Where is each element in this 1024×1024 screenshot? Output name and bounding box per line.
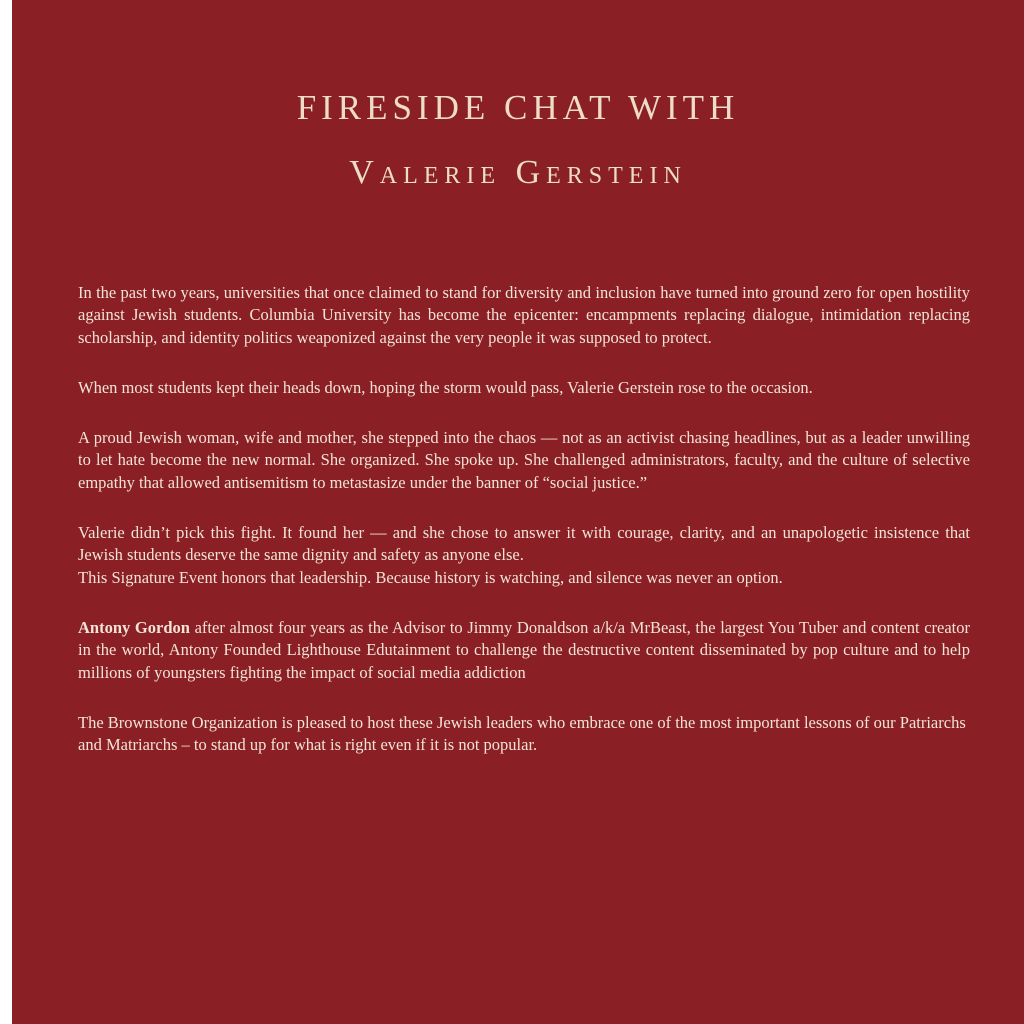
body-text bbox=[78, 282, 970, 784]
speaker-bio: after almost four years as the Advisor to Jimmy Donaldson a/k/a MrBeast, the largest You Tuber and content creator in the world, Antony Founded Lighthouse Edutainment to challenge the destructive content disseminated by pop culture and to help millions of youngsters fighting the impact of social media addiction bbox=[78, 617, 971, 682]
paragraph-intro: In the past two years, universities that once claimed to stand for diversity and inclusion have turned into ground zero for open hostility against Jewish students. Columbia University has become the epicenter: encampments replacing dialogue, intimidation replacing scholarship, and identity politics weaponized against the very people it was supposed to protect. bbox=[78, 283, 970, 347]
guest-name: Valerie Gerstein bbox=[349, 154, 687, 191]
paragraph-leader: A proud Jewish woman, wife and mother, she stepped into the chaos — not as an activist chasing headlines, but as a leader unwilling to let hate become the new normal. She organized. She spoke up. She challenged administrators, faculty, and the culture of selective empathy that allowed antisemitism to metastasize under the banner of “social justice.” bbox=[78, 428, 970, 492]
paragraph-signature-event: This Signature Event honors that leadership. Because history is watching, and silence was never an option. bbox=[78, 567, 783, 587]
paragraph-fight: Valerie didn’t pick this fight. It found her — and she chose to answer it with courage, clarity, and an unapologetic insistence that Jewish students deserve the same dignity and safety as anyone else. bbox=[78, 523, 970, 565]
paragraph-antony-gordon bbox=[78, 617, 970, 684]
paragraph-host: The Brownstone Organization is pleased to host these Jewish leaders who embrace one of the most important lessons of our Patriarchs and Matriarchs – to stand up for what is right even if it is not popular. bbox=[78, 712, 966, 755]
event-title: FIRESIDE CHAT WITH bbox=[296, 88, 740, 127]
paragraph-occasion: When most students kept their heads down, hoping the storm would pass, Valerie Gerstein rose to the occasion. bbox=[78, 377, 813, 397]
speaker-name: Antony Gordon bbox=[78, 617, 190, 637]
flyer-page bbox=[12, 0, 1024, 1024]
